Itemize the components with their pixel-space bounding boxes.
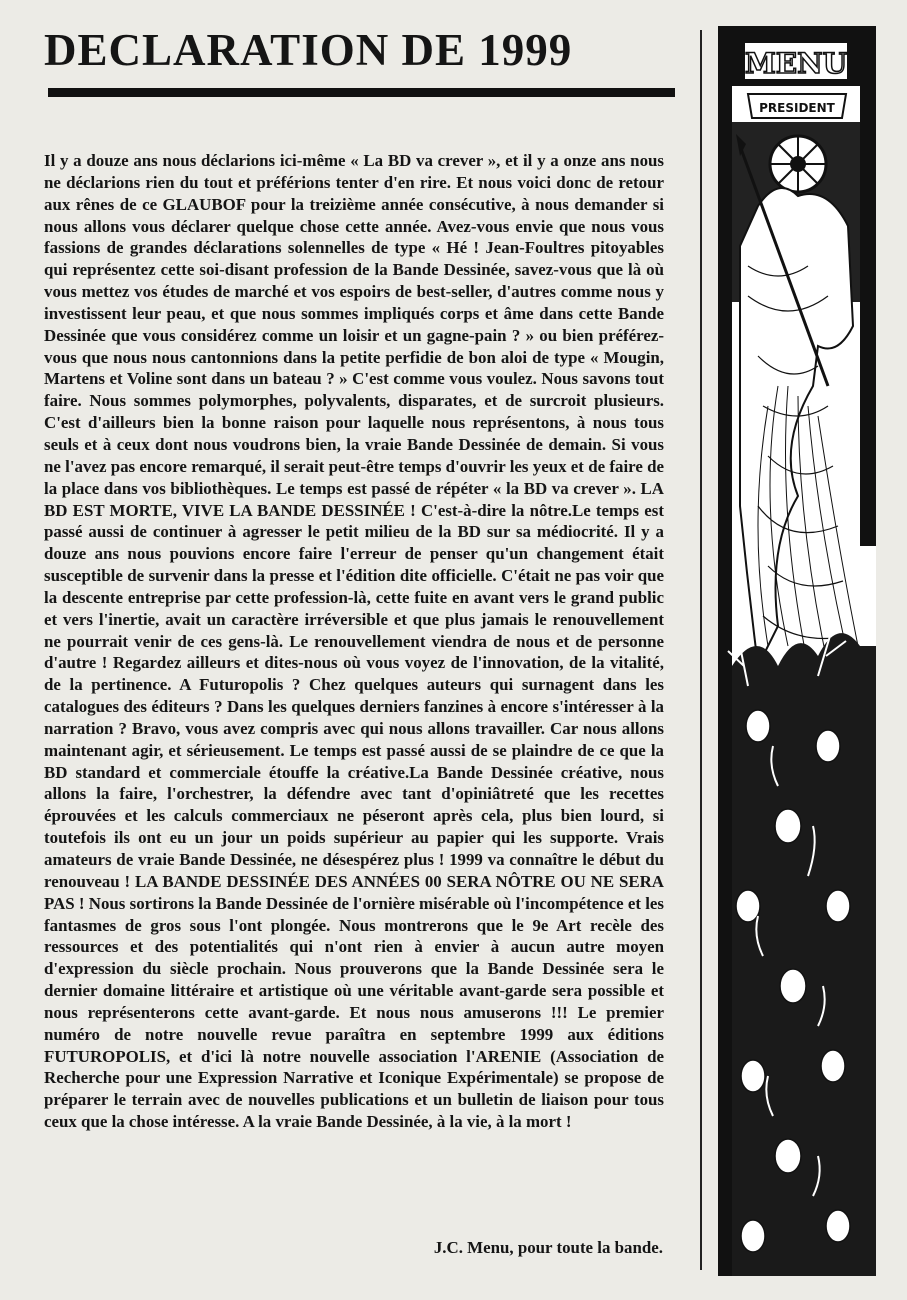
illustration-panel xyxy=(718,26,876,1276)
signature: J.C. Menu, pour toute la bande. xyxy=(433,1238,663,1257)
plaque-lettering: PRESIDENT xyxy=(759,101,835,115)
declaration-body: Il y a douze ans nous déclarions ici-même « La BD va crever », et il y a onze ans nous ne déclarions rien du tout et préférions tenter d'en rire. Et nous voici donc de retour aux rênes de ce GLAUBOF pour la treizième année consécutive, à nous demander si nous allons vous déclarer quelque chose cette année. Avez-vous envie que nous vous fassions de grandes déclarations solennelles de type « Hé ! Jean-Foultres pitoyables qui représentez cette soi-disant profession de la Bande Dessinée, savez-vous que là où vous mettez vos études de marché et vos espoirs de best-seller, d'autres comme nous y investissent leur peau, et que nous sommes impliqués corps et âme dans cette Bande Dessinée que vous considérez comme un loisir et un gagne-pain ? » ou bien préférez-vous que nous nous cantonnions dans la petite perfidie de bon aloi de type « Mougin, Martens et Voline sont dans un bateau ? » C'est comme vous voulez. Nous savons tout faire. Nous sommes polymorphes, polyvalents, disparates, et de surcroit plusieurs. C'est d'ailleurs bien la bonne raison pour laquelle nous représentons, à nous tous seuls et à ceux dont nous voudrons bien, la vraie Bande Dessinée de demain. Si vous ne l'avez pas encore remarqué, il serait peut-être temps d'ouvrir les yeux et de faire de la place dans vos bibliothèques. Le temps est passé de répéter « la BD va crever ». LA BD EST MORTE, VIVE LA BANDE DESSINÉE ! C'est-à-dire la nôtre.Le temps est passé aussi de continuer à agresser le petit milieu de la BD sur sa médiocrité. Il y a douze ans nous pouvions encore faire l'erreur de penser qu'un changement était susceptible de survenir dans la presse et l'édition dite officielle. C'était ne pas voir que la descente entreprise par cette profession-là, cette fuite en avant vers le grand public et vers l'inertie, avait un caractère irréversible et que plus jamais le renouvellement ne pourrait venir de ces gens-là. Le renouvellement viendra de nous et de personne d'autre ! Regardez ailleurs et dites-nous où vous voyez de l'innovation, de la vitalité, de la pertinence. A Futuropolis ? Chez quelques auteurs qui surnagent dans les catalogues des éditeurs ? Dans les quelques derniers fanzines à encore s'intéresser à la narration ? Bravo, vous avez compris avec qui nous allons travailler. Car nous allons maintenant agir, et sérieusement. Le temps est passé aussi de se plaindre de ce que la BD standard et commerciale étouffe la créative.La Bande Dessinée créative, nous allons la faire, l'orchestrer, la défendre avec tant d'opiniâtreté que les recettes éprouvées et les calculs commerciaux ne péseront après cela, plus bien lourd, si toutefois ils ont eu un jour un poids supérieur au papier qui les supporte. Vrais amateurs de vraie Bande Dessinée, ne désespérez plus ! 1999 va connaître le début du renouveau ! LA BANDE DESSINÉE DES ANNÉES 00 SERA NÔTRE OU NE SERA PAS ! Nous sortirons la Bande Dessinée de l'ornière misérable où l'incompétence et les fantasmes de gros sous l'ont plongée. Nous montrerons que le 9e Art recèle des ressources et des potentialités qui n'ont rien à envier à aucun autre moyen d'expression du siècle prochain. Nous prouverons que la Bande Dessinée sera le dernier domaine littéraire et artistique où une véritable avant-garde sera possible et nous représenterons cette avant-garde. Et nous nous amuserons !!! Le premier numéro de notre nouvelle revue paraîtra en septembre 1999 aux éditions FUTUROPOLIS, et d'ici là notre nouvelle association l'ARENIE (Association de Recherche pour une Expression Narrative et Iconique Expérimentale) se propose de préparer le terrain avec de nouvelles publications et un bulletin de liaison pour tous ceux que la chose intéresse. A la vraie Bande Dessinée, à la vie, à la mort ! xyxy=(44,151,664,1132)
page-title: DECLARATION DE 1999 xyxy=(44,25,573,75)
banner-lettering: MENU xyxy=(744,47,848,80)
illustration-drawing xyxy=(718,26,876,1276)
title-underline xyxy=(48,88,675,97)
column-divider xyxy=(700,30,702,1270)
